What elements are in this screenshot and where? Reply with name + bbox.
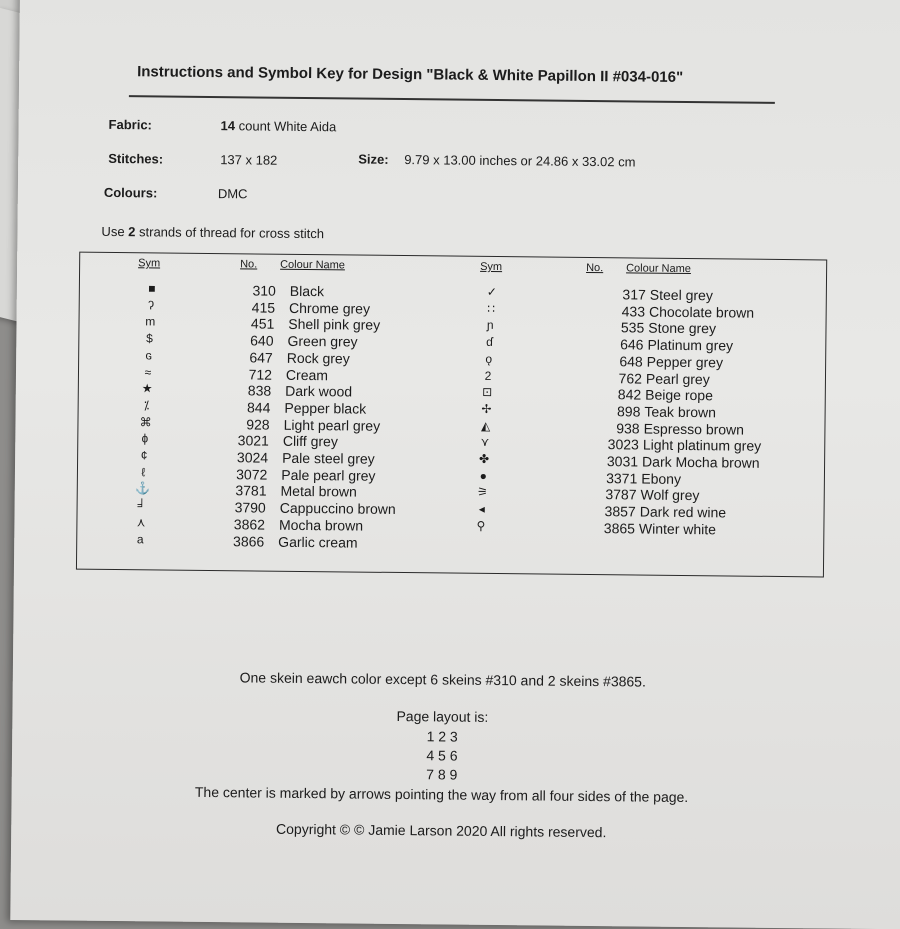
- symbol-glyph: ℓ: [141, 464, 146, 480]
- strands-note: [101, 224, 324, 241]
- colour-name: Shell pink grey: [288, 316, 381, 334]
- dmc-number: 762: [618, 369, 643, 387]
- no-header-right: No.: [586, 261, 604, 275]
- dmc-number: 712: [248, 365, 273, 383]
- size-value: 9.79 x 13.00 inches or 24.86 x 33.02 cm: [404, 152, 636, 170]
- colour-name: Pepper black: [284, 399, 367, 417]
- colour-name: Dark red wine: [639, 503, 727, 521]
- instruction-page: [10, 0, 900, 929]
- symbol-glyph: ⋎: [480, 435, 490, 450]
- title-divider: [129, 95, 775, 104]
- symbol-glyph: ʔ: [148, 298, 155, 313]
- symbol-key-table: [76, 252, 827, 578]
- colour-name: Dark Mocha brown: [642, 453, 760, 471]
- dmc-number: 433: [621, 303, 646, 320]
- symbol-glyph: m: [145, 314, 156, 329]
- colour-name: Cappuccino brown: [279, 499, 396, 518]
- fabric-label: Fabric:: [108, 116, 153, 133]
- colour-name: Stone grey: [648, 319, 717, 337]
- symbol-glyph: ✢: [481, 401, 492, 416]
- symbol-glyph: ◂: [478, 501, 485, 516]
- stitches-value: 137 x 182: [220, 152, 278, 168]
- symbol-glyph: ⚲: [476, 518, 486, 533]
- symbol-glyph: ɢ: [145, 348, 153, 363]
- symbol-glyph: ⁒: [143, 398, 150, 413]
- sym-header-right: Sym: [480, 260, 503, 274]
- stitches-label: Stitches:: [108, 150, 164, 167]
- symbol-glyph: ⚓: [135, 481, 151, 496]
- symbol-glyph: ≈: [144, 364, 152, 379]
- strands-count: 2: [128, 224, 136, 240]
- dmc-number: 310: [252, 282, 276, 299]
- colour-name: Beige rope: [645, 386, 713, 404]
- symbol-glyph: ɗ: [486, 334, 493, 350]
- symbol-glyph: 2: [484, 368, 492, 383]
- sym-header-left: Sym: [138, 257, 161, 270]
- dmc-number: 3862: [233, 516, 266, 533]
- colour-name: Metal brown: [280, 483, 357, 500]
- size-label: Size:: [358, 151, 389, 167]
- strands-post: strands of thread for cross stitch: [135, 224, 325, 242]
- symbol-glyph: ●: [479, 468, 488, 483]
- name-header-right: Colour Name: [626, 262, 691, 276]
- symbol-glyph: ╛: [137, 498, 147, 513]
- fabric-value: [221, 118, 337, 134]
- symbol-glyph: ■: [148, 281, 156, 296]
- symbol-glyph: a: [136, 531, 144, 546]
- dmc-number: 3023: [607, 436, 639, 453]
- layout-line: 7 8 9: [426, 766, 458, 783]
- dmc-number: 3790: [234, 499, 266, 516]
- symbol-glyph: ◭: [480, 418, 491, 433]
- colour-name: Pearl grey: [645, 370, 710, 387]
- colour-name: Mocha brown: [278, 516, 364, 534]
- symbol-glyph: ∷: [487, 301, 495, 316]
- symbol-glyph: ⌘: [139, 414, 152, 429]
- skein-note: One skein eawch color except 6 skeins #310 and 2 skeins #3865.: [239, 669, 647, 690]
- copyright: Copyright © © Jamie Larson 2020 All rights reserved.: [275, 820, 607, 841]
- dmc-number: 640: [250, 332, 274, 349]
- dmc-number: 842: [617, 386, 642, 403]
- dmc-number: 646: [620, 336, 644, 353]
- colour-name: Rock grey: [286, 349, 350, 367]
- colour-name: Ebony: [641, 470, 682, 487]
- symbol-glyph: ✤: [479, 451, 490, 466]
- symbol-glyph: ɸ: [141, 431, 149, 446]
- symbol-glyph: ⚞: [477, 485, 489, 500]
- dmc-number: 648: [619, 353, 643, 370]
- no-header-left: No.: [240, 258, 258, 271]
- colour-name: Cliff grey: [282, 433, 338, 450]
- fabric-count: 14: [220, 118, 236, 134]
- colour-name: Pepper grey: [646, 353, 724, 371]
- colour-name: Pale pearl grey: [281, 466, 376, 484]
- colour-name: Chrome grey: [288, 299, 371, 317]
- page-title: Instructions and Symbol Key for Design "Black & White Papillon II #034-016": [137, 63, 684, 86]
- symbol-glyph: ǫ: [485, 351, 493, 366]
- colour-name: Black: [289, 282, 325, 300]
- dmc-number: 844: [246, 399, 271, 416]
- dmc-number: 3031: [606, 453, 639, 470]
- dmc-number: 415: [251, 299, 276, 316]
- dmc-number: 451: [250, 315, 275, 333]
- dmc-number: 3866: [233, 532, 265, 550]
- colour-name: Green grey: [287, 332, 358, 350]
- colour-name: Cream: [285, 366, 329, 383]
- fabric-desc: count White Aida: [234, 118, 337, 135]
- symbol-glyph: $: [146, 331, 153, 346]
- strands-pre: Use: [101, 223, 129, 240]
- colour-name: Teak brown: [644, 403, 717, 421]
- colour-name: Light pearl grey: [283, 416, 381, 434]
- symbol-glyph: ¢: [140, 448, 148, 463]
- dmc-number: 3072: [236, 465, 268, 483]
- dmc-number: 838: [247, 382, 272, 399]
- dmc-number: 3857: [604, 503, 636, 520]
- colour-name: Platinum grey: [647, 336, 734, 354]
- colour-name: Garlic cream: [278, 533, 358, 551]
- dmc-number: 535: [620, 319, 645, 336]
- colour-name: Wolf grey: [640, 486, 700, 504]
- layout-line: 4 5 6: [426, 747, 458, 764]
- dmc-number: 647: [249, 349, 273, 366]
- dmc-number: 3781: [235, 482, 267, 499]
- symbol-glyph: ⊡: [482, 385, 493, 400]
- dmc-number: 317: [622, 286, 646, 303]
- name-header-left: Colour Name: [280, 258, 346, 272]
- dmc-number: 928: [246, 415, 270, 433]
- colour-name: Chocolate brown: [648, 303, 755, 321]
- colours-label: Colours:: [103, 184, 158, 201]
- symbol-glyph: ⋏: [136, 515, 146, 530]
- center-note: The center is marked by arrows pointing the way from all four sides of the page.: [194, 783, 689, 806]
- colour-name: Steel grey: [649, 286, 713, 304]
- symbol-glyph: ★: [141, 381, 153, 396]
- layout-line: 1 2 3: [426, 728, 458, 745]
- symbol-glyph: ✓: [486, 284, 497, 300]
- dmc-number: 3865: [603, 519, 636, 537]
- dmc-number: 3021: [237, 432, 269, 449]
- colour-name: Pale steel grey: [282, 449, 375, 467]
- symbol-glyph: ɲ: [486, 318, 494, 333]
- key-row: [469, 519, 789, 539]
- key-row: [128, 532, 448, 552]
- dmc-number: 3371: [606, 469, 638, 487]
- dmc-number: 898: [616, 403, 641, 420]
- dmc-number: 938: [616, 419, 640, 437]
- layout-label: Page layout is:: [396, 707, 489, 725]
- colours-value: DMC: [217, 186, 248, 202]
- colour-name: Dark wood: [285, 382, 353, 400]
- colour-name: Espresso brown: [643, 420, 745, 438]
- colour-name: Winter white: [638, 520, 717, 538]
- dmc-number: 3024: [236, 449, 269, 466]
- colour-name: Light platinum grey: [642, 436, 762, 455]
- dmc-number: 3787: [605, 486, 637, 503]
